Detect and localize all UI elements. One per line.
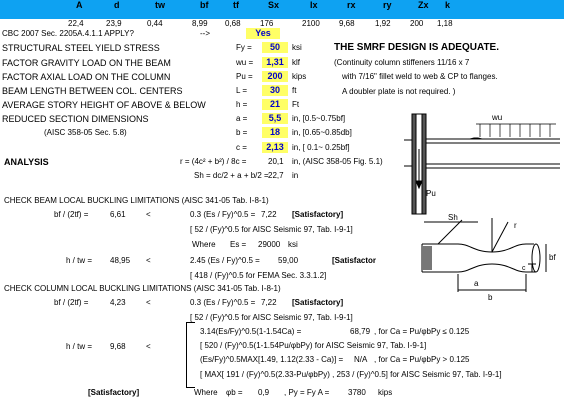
- input-unit-3: ft: [292, 86, 297, 95]
- header-col-1: d: [114, 0, 120, 10]
- header-col-8: ry: [383, 0, 392, 10]
- beam-htw-label: h / tw =: [66, 256, 93, 265]
- beam-lim2-value: 59,00: [278, 256, 299, 265]
- input-value-6[interactable]: 18: [262, 127, 288, 138]
- header-val-1: 23,9: [106, 19, 122, 28]
- header-val-8: 1,92: [375, 19, 391, 28]
- note-line-3: A doubler plate is not required. ): [342, 87, 456, 96]
- beam-lim2b: [ 418 / (Fy)^0.5 for FEMA Sec. 3.3.1.2]: [190, 271, 327, 280]
- header-val-3: 8,99: [192, 19, 208, 28]
- beam-lim1: 0.3 (Es / Fy)^0.5 =: [190, 210, 256, 219]
- a-dim-label: a: [474, 279, 479, 288]
- beam-htw-value: 48,95: [110, 256, 131, 265]
- col-sat-1: [Satisfactory]: [292, 298, 344, 307]
- header-col-4: tf: [233, 0, 239, 10]
- bf-dim-label: bf: [549, 253, 556, 262]
- col-f3-value: N/A: [354, 355, 368, 364]
- col-where: Where: [194, 388, 218, 397]
- r-ref: in, (AISC 358-05 Fig. 5.1): [292, 157, 383, 166]
- cbc-select[interactable]: Yes: [246, 28, 280, 39]
- cbc-arrow: -->: [200, 29, 210, 38]
- input-unit-0: ksi: [292, 43, 302, 52]
- header-col-0: A: [76, 0, 83, 10]
- c-dim-label: c: [522, 265, 526, 272]
- input-symbol-7: c =: [236, 143, 247, 152]
- input-value-7[interactable]: 2,13: [262, 142, 288, 153]
- r-dim-label: r: [514, 221, 517, 230]
- sh-value: 22,7: [268, 171, 284, 180]
- beam-lim1b: [ 52 / (Fy)^0.5 for AISC Seismic 97, Tab. I-9-1]: [190, 225, 353, 234]
- input-symbol-0: Fy =: [236, 43, 252, 52]
- input-unit-5: in, [0.5~0.75bf]: [292, 114, 346, 123]
- header-val-9: 200: [410, 19, 424, 28]
- beam-lim2: 2.45 (Es / Fy)^0.5 =: [190, 256, 260, 265]
- header-val-5: 176: [260, 19, 274, 28]
- col-htw-value: 9,68: [110, 342, 126, 351]
- beam-where: Where: [192, 240, 216, 249]
- r-value: 20,1: [268, 157, 284, 166]
- beam-bf-label: bf / (2tf) =: [54, 210, 89, 219]
- col-lt: <: [146, 298, 151, 307]
- input-symbol-3: L =: [236, 86, 248, 95]
- beam-lt: <: [146, 210, 151, 219]
- input-label-3: BEAM LENGTH BETWEEN COL. CENTERS: [2, 86, 183, 96]
- col-f1: 3.14(Es/Fy)^0.5(1-1.54Ca) =: [200, 327, 302, 336]
- r-formula: r = (4c² + b²) / 8c =: [180, 157, 247, 166]
- input-value-5[interactable]: 5,5: [262, 113, 288, 124]
- header-val-7: 9,68: [339, 19, 355, 28]
- header-col-3: bf: [200, 0, 209, 10]
- section-header-bar: [0, 0, 564, 19]
- col-sat-2: [Satisfactory]: [88, 388, 140, 397]
- input-value-2[interactable]: 200: [262, 71, 288, 82]
- input-label-2: FACTOR AXIAL LOAD ON THE COLUMN: [2, 72, 171, 82]
- cbc-label: CBC 2007 Sec. 2205A.4.1.1 APPLY?: [2, 29, 134, 38]
- input-symbol-4: h =: [236, 100, 248, 109]
- header-col-9: Zx: [418, 0, 429, 10]
- sh-unit: in: [292, 171, 299, 180]
- input-symbol-1: wu =: [236, 58, 254, 67]
- header-col-6: Ix: [310, 0, 318, 10]
- col-bf-value: 4,23: [110, 298, 126, 307]
- input-symbol-6: b =: [236, 128, 248, 137]
- col-f2: [ 520 / (Fy)^0.5(1-1.54Pu/φbPy) for AISC Seismic 97, Tab. I-9-1]: [200, 341, 427, 350]
- adequate-text: THE SMRF DESIGN IS ADEQUATE.: [334, 42, 500, 53]
- formula-bracket: [186, 322, 195, 388]
- header-val-6: 2100: [302, 19, 320, 28]
- beam-es-label: Es =: [230, 240, 247, 249]
- header-col-2: tw: [155, 0, 165, 10]
- col-lim1-value: 7,22: [261, 298, 277, 307]
- header-col-10: k: [445, 0, 451, 10]
- note-line-1: (Continuity column stiffeners 11/16 x 7: [334, 58, 470, 67]
- input-value-1[interactable]: 1,31: [262, 57, 288, 68]
- col-f4: [ MAX[ 191 / (Fy)^0.5(2.33-Pu/φbPy) , 253 / (Fy)^0.5] for AISC Seismic 97, Tab. I-9-1]: [200, 370, 502, 379]
- input-unit-2: kips: [292, 72, 307, 81]
- wu-label: wu: [492, 113, 503, 122]
- beam-lt-2: <: [146, 256, 151, 265]
- input-label-4: AVERAGE STORY HEIGHT OF ABOVE & BELOW: [2, 100, 206, 110]
- input-label-1: FACTOR GRAVITY LOAD ON THE BEAM: [2, 58, 171, 68]
- input-unit-6: in, [0.65~0.85db]: [292, 128, 352, 137]
- note-line-2: with 7/16" fillet weld to web & CP to flanges.: [342, 72, 498, 81]
- beam-bf-value: 6,61: [110, 210, 126, 219]
- col-phi-value: 0,9: [258, 388, 270, 397]
- header-val-0: 22,4: [68, 19, 84, 28]
- col-lt-2: <: [146, 342, 151, 351]
- beam-es-unit: ksi: [288, 240, 298, 249]
- header-col-7: rx: [347, 0, 356, 10]
- header-val-10: 1,18: [437, 19, 453, 28]
- rbs-drawing: [418, 212, 564, 304]
- col-f3-cond: , for Ca = Pu/φbPy > 0.125: [374, 355, 470, 364]
- header-col-5: Sx: [268, 0, 280, 10]
- input-unit-1: klf: [292, 58, 300, 67]
- beam-lim1-value: 7,22: [261, 210, 277, 219]
- col-bf-label: bf / (2tf) =: [54, 298, 89, 307]
- col-lim1: 0.3 (Es / Fy)^0.5 =: [190, 298, 256, 307]
- col-py-value: 3780: [348, 388, 366, 397]
- input-unit-4: Ft: [292, 100, 300, 109]
- analysis-title: ANALYSIS: [4, 157, 49, 167]
- col-py-unit: kips: [378, 388, 393, 397]
- beam-check-title: CHECK BEAM LOCAL BUCKLING LIMITATIONS (AISC 341-05 Tab. I-8-1): [4, 196, 269, 205]
- sh-dim-label: Sh: [448, 213, 458, 222]
- input-label-5: REDUCED SECTION DIMENSIONS: [2, 114, 149, 124]
- input-label-6: (AISC 358-05 Sec. 5.8): [44, 128, 127, 137]
- col-check-title: CHECK COLUMN LOCAL BUCKLING LIMITATIONS (AISC 341-05 Tab. I-8-1): [4, 284, 281, 293]
- input-value-0[interactable]: 50: [262, 42, 288, 53]
- beam-sat-1: [Satisfactory]: [292, 210, 344, 219]
- col-f1-cond: , for Ca = Pu/φbPy ≤ 0.125: [374, 327, 470, 336]
- input-symbol-5: a =: [236, 114, 248, 123]
- col-f1-value: 68,79: [350, 327, 371, 336]
- input-label-0: STRUCTURAL STEEL YIELD STRESS: [2, 43, 160, 53]
- col-lim1b: [ 52 / (Fy)^0.5 for AISC Seismic 97, Tab. I-9-1]: [190, 313, 353, 322]
- col-f3: (Es/Fy)^0.5MAX[1.49, 1.12(2.33 - Ca)] =: [200, 355, 344, 364]
- input-symbol-2: Pu =: [236, 72, 253, 81]
- header-val-4: 0,68: [225, 19, 241, 28]
- input-value-4[interactable]: 21: [262, 99, 288, 110]
- input-value-3[interactable]: 30: [262, 85, 288, 96]
- header-val-2: 0,44: [147, 19, 163, 28]
- connection-elevation-drawing: [400, 104, 564, 219]
- col-htw-label: h / tw =: [66, 342, 93, 351]
- beam-sat-2: [Satisfactor: [332, 256, 377, 265]
- sh-formula: Sh = dc/2 + a + b/2 =: [194, 171, 269, 180]
- pu-label: Pu: [426, 189, 436, 198]
- input-unit-7: in, [ 0.1~ 0.25bf]: [292, 143, 350, 152]
- beam-es-value: 29000: [258, 240, 281, 249]
- col-py-label: , Py = Fy A =: [284, 388, 330, 397]
- b-dim-label: b: [488, 293, 493, 302]
- col-phi-label: φb =: [226, 388, 243, 397]
